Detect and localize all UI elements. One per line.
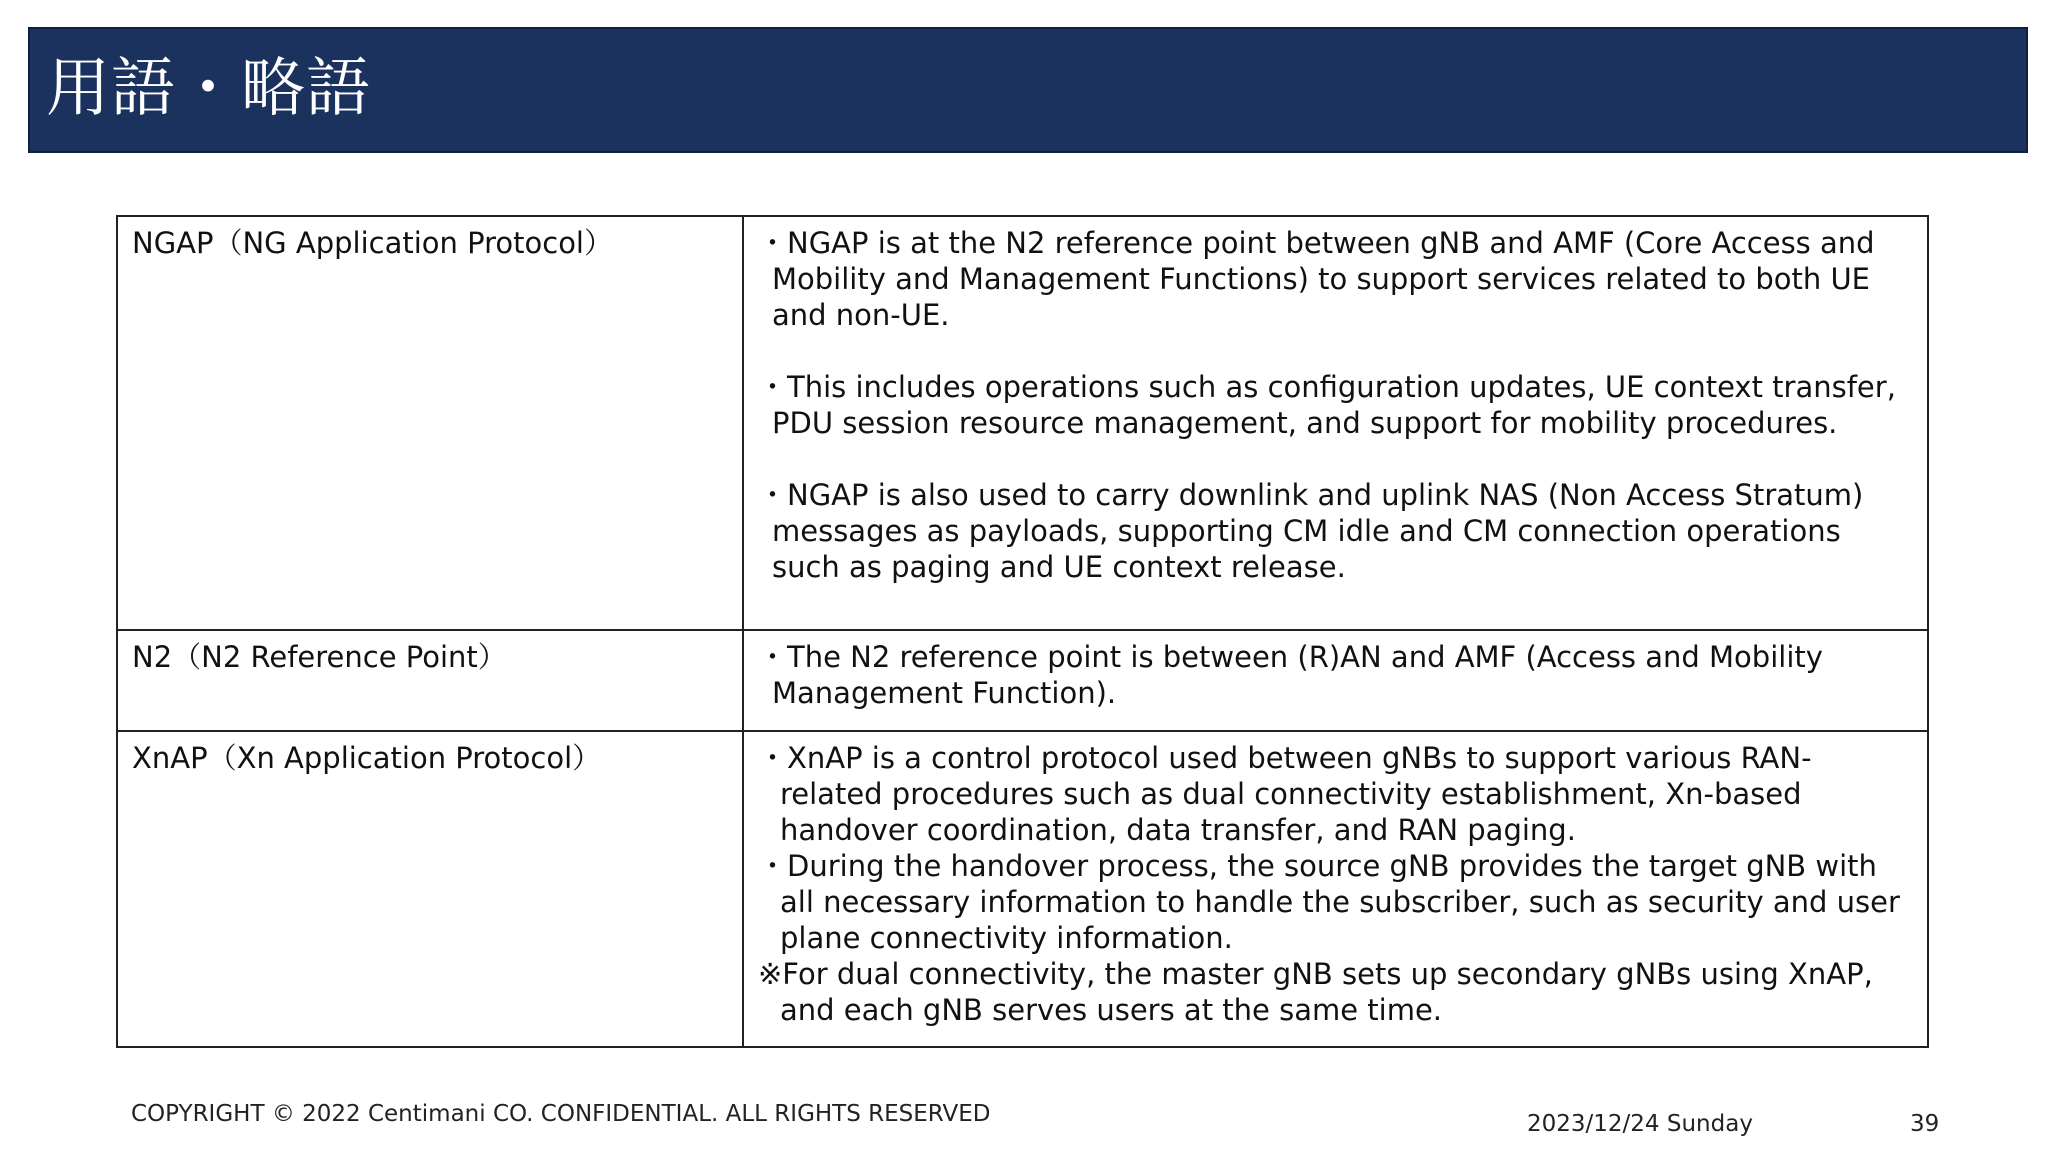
glossary-table: [116, 215, 1929, 1048]
description-cell: [743, 216, 1928, 630]
description-paragraph: ・XnAP is a control protocol used between gNBs to support various RAN-related procedures such as dual connectivity establishment, Xn-based handover coordination, data transfer, and RAN paging.: [758, 741, 1812, 847]
description-paragraph: ・NGAP is also used to carry downlink and uplink NAS (Non Access Stratum) messages as payloads, supporting CM idle and CM connection operations such as paging and UE context release.: [758, 478, 1864, 584]
table-row-ngap: [117, 216, 1928, 630]
description-cell: [743, 630, 1928, 731]
page-number: 39: [1910, 1111, 1940, 1137]
footer-date: 2023/12/24 Sunday: [1527, 1111, 1753, 1137]
description-paragraph: ・NGAP is at the N2 reference point between gNB and AMF (Core Access and Mobility and Management Functions) to support services related to both UE and non-UE.: [758, 226, 1875, 332]
description-cell: [743, 731, 1928, 1047]
term-cell: N2（N2 Reference Point）: [117, 630, 743, 731]
table-row-xnap: [117, 731, 1928, 1047]
term-cell: NGAP（NG Application Protocol）: [117, 216, 743, 630]
description-paragraph: ・The N2 reference point is between (R)AN and AMF (Access and Mobility Management Function).: [758, 640, 1823, 710]
description-paragraph: ・During the handover process, the source gNB provides the target gNB with all necessary information to handle the subscriber, such as security and user plane connectivity information.: [758, 849, 1900, 955]
page-title: 用語・略語: [46, 52, 371, 126]
title-bar: [28, 27, 2028, 153]
description-paragraph: ・This includes operations such as configuration updates, UE context transfer, PDU session resource management, and support for mobility procedures.: [758, 370, 1896, 440]
footer-copyright: COPYRIGHT © 2022 Centimani CO. CONFIDENTIAL. ALL RIGHTS RESERVED: [131, 1101, 991, 1127]
description-note: ※For dual connectivity, the master gNB sets up secondary gNBs using XnAP, and each gNB serves users at the same time.: [758, 957, 1873, 1027]
table-row-n2: [117, 630, 1928, 731]
term-cell: XnAP（Xn Application Protocol）: [117, 731, 743, 1047]
